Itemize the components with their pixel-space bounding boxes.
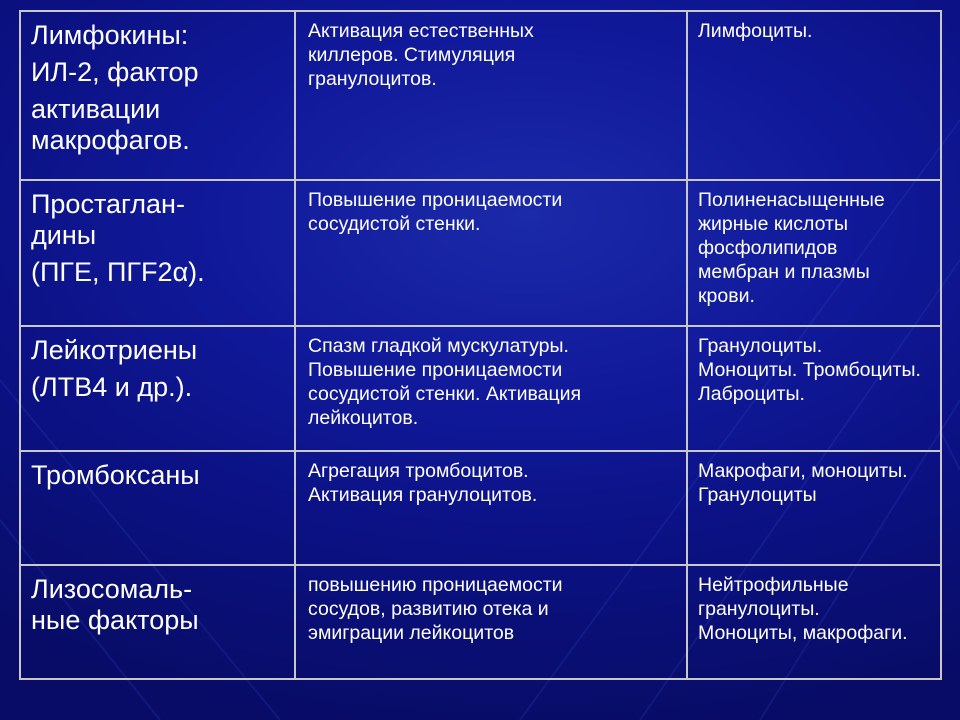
effect-line: сосудистой стенки. Активация <box>308 383 582 405</box>
mediator-name-line: Лейкотриены <box>31 335 198 365</box>
source-line: Гранулоциты <box>698 484 817 506</box>
effect-line: гранулоцитов. <box>308 68 437 90</box>
source-line: Гранулоциты. <box>698 335 823 357</box>
source-line: жирные кислоты <box>698 213 848 235</box>
effect-line: сосудов, развитию отека и <box>308 598 549 620</box>
mediator-name-line: Простаглан- <box>31 189 185 219</box>
source-cell <box>687 180 941 326</box>
source-line: фосфолипидов <box>698 237 838 259</box>
table-row <box>20 451 941 565</box>
mediator-name-line: макрофагов. <box>31 125 190 155</box>
effect-cell <box>295 565 687 679</box>
mediator-name-line: ные факторы <box>31 605 199 635</box>
source-line: гранулоциты. <box>698 598 820 620</box>
effect-line: Повышение проницаемости <box>308 359 563 381</box>
source-line: мембран и плазмы <box>698 261 870 283</box>
table-row <box>20 11 941 180</box>
effect-line: Активация естественных <box>308 20 534 42</box>
mediator-name-cell <box>20 11 295 180</box>
effect-line: лейкоцитов. <box>308 407 419 429</box>
source-cell <box>687 565 941 679</box>
mediator-name-line: (ПГЕ, ПГF2α). <box>31 257 205 287</box>
source-cell <box>687 11 941 180</box>
effect-line: Агрегация тромбоцитов. <box>308 460 529 482</box>
effect-cell <box>295 11 687 180</box>
source-line: Макрофаги, моноциты. <box>698 460 908 482</box>
effect-cell <box>295 180 687 326</box>
source-line: Моноциты, макрофаги. <box>698 622 908 644</box>
mediator-name-cell <box>20 451 295 565</box>
mediator-name-line: ИЛ-2, фактор <box>31 57 199 87</box>
source-line: Нейтрофильные <box>698 574 849 596</box>
mediator-name-line: Лизосомаль- <box>31 574 193 604</box>
source-line: Полиненасыщенные <box>698 189 885 211</box>
mediator-name-cell <box>20 565 295 679</box>
effect-line: эмиграции лейкоцитов <box>308 622 515 644</box>
source-cell <box>687 326 941 451</box>
table-row <box>20 326 941 451</box>
mediator-name-line: дины <box>31 220 97 250</box>
source-line: Моноциты. Тромбоциты. <box>698 359 921 381</box>
effect-cell <box>295 326 687 451</box>
effect-line: сосудистой стенки. <box>308 213 481 235</box>
mediator-name-cell <box>20 180 295 326</box>
mediator-name-line: активации <box>31 94 161 124</box>
effect-line: Активация гранулоцитов. <box>308 484 538 506</box>
mediator-name-line: Лимфокины: <box>31 20 189 50</box>
mediator-name-line: (ЛТВ4 и др.). <box>31 372 193 402</box>
table-row <box>20 180 941 326</box>
effect-cell <box>295 451 687 565</box>
effect-line: Повышение проницаемости <box>308 189 563 211</box>
source-line: крови. <box>698 285 755 307</box>
table-row <box>20 565 941 679</box>
mediator-name-line: Тромбоксаны <box>31 460 200 490</box>
source-line: Лимфоциты. <box>698 20 813 42</box>
source-line: Лаброциты. <box>698 383 805 405</box>
effect-line: Спазм гладкой мускулатуры. <box>308 335 569 357</box>
effect-line: киллеров. Стимуляция <box>308 44 516 66</box>
mediators-table <box>19 10 942 680</box>
source-cell <box>687 451 941 565</box>
effect-line: повышению проницаемости <box>308 574 563 596</box>
mediator-name-cell <box>20 326 295 451</box>
